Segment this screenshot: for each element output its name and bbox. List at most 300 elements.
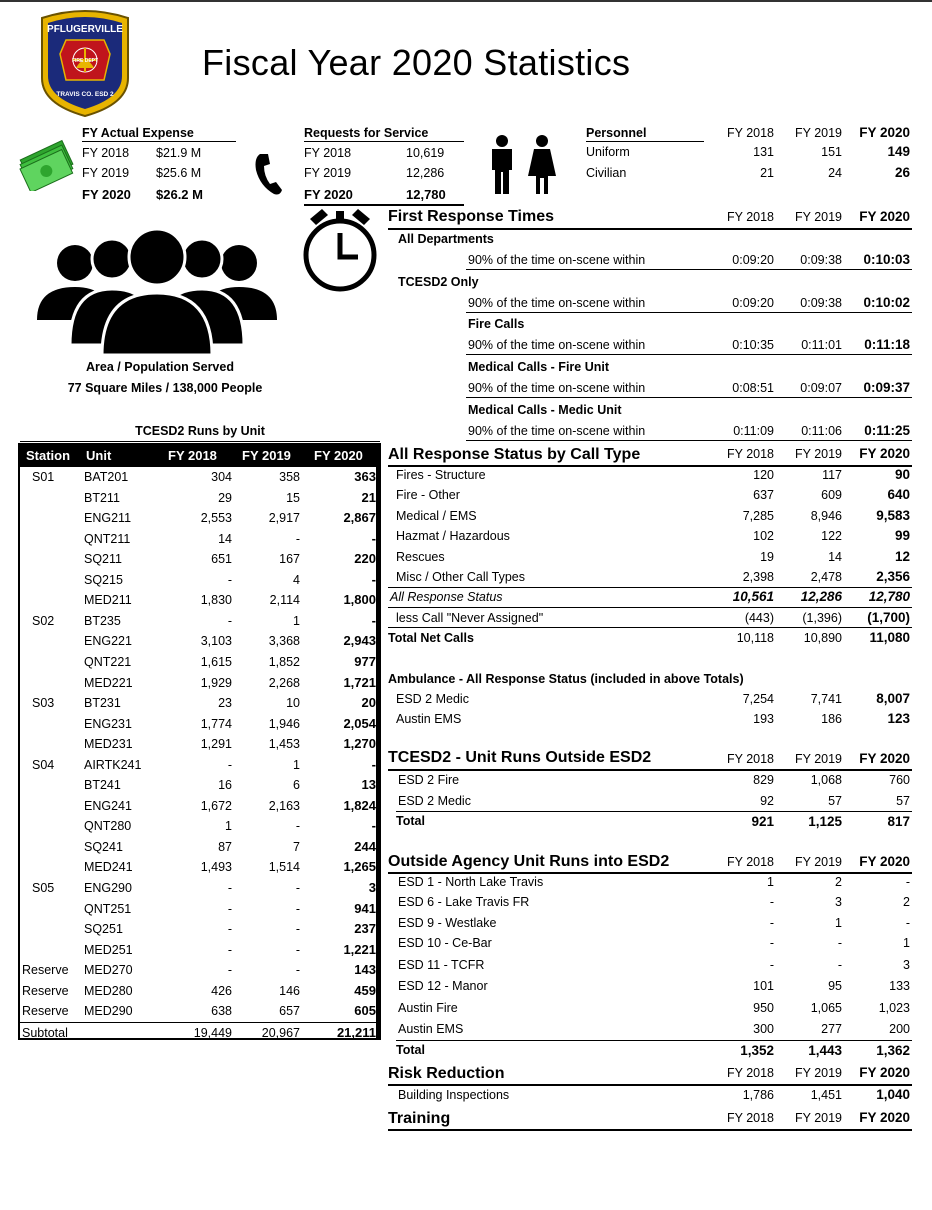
response-fy2019: 2,478 bbox=[810, 570, 842, 584]
runs-col-fy2020: FY 2020 bbox=[314, 448, 363, 463]
agency-fy2018: 1 bbox=[767, 875, 774, 889]
response-fy2018: 19 bbox=[760, 550, 774, 564]
runs-unit: SQ251 bbox=[84, 922, 123, 937]
outside-runs-label: ESD 2 Medic bbox=[398, 794, 471, 808]
runs-station: Reserve bbox=[22, 963, 69, 978]
requests-value: 10,619 bbox=[406, 146, 445, 160]
personnel-year-3: FY 2020 bbox=[859, 125, 910, 140]
runs-fy2020: - bbox=[371, 571, 376, 587]
first-response-group-title: Medical Calls - Fire Unit bbox=[468, 360, 610, 374]
runs-fy2019: - bbox=[295, 901, 300, 916]
runs-fy2018: 16 bbox=[218, 778, 232, 793]
runs-fy2019: 1,946 bbox=[268, 716, 300, 731]
table-row bbox=[20, 673, 378, 694]
table-row bbox=[20, 775, 378, 796]
agency-fy2020: - bbox=[905, 875, 910, 889]
personnel-header: Personnel bbox=[586, 126, 704, 142]
runs-fy2020-divider bbox=[376, 467, 378, 1038]
risk-label: Building Inspections bbox=[398, 1088, 510, 1102]
runs-fy2018: 1,672 bbox=[200, 798, 232, 813]
agency-fy2020: 200 bbox=[889, 1022, 910, 1036]
response-year-3: FY 2020 bbox=[859, 446, 910, 461]
never-assigned-fy2020: (1,700) bbox=[867, 610, 910, 625]
first-response-fy2019: 0:09:38 bbox=[800, 296, 842, 310]
agency-label: ESD 12 - Manor bbox=[398, 979, 488, 993]
expense-value: $26.2 M bbox=[156, 187, 203, 202]
runs-fy2019: 20,967 bbox=[261, 1025, 300, 1040]
net-calls-fy2019: 10,890 bbox=[803, 631, 842, 645]
training-header: Training bbox=[388, 1110, 451, 1127]
all-response-rule bbox=[388, 607, 912, 608]
training-year-3: FY 2020 bbox=[859, 1110, 910, 1125]
agency-label: ESD 11 - TCFR bbox=[398, 958, 485, 972]
requests-header: Requests for Service bbox=[304, 126, 464, 142]
runs-fy2019: - bbox=[295, 819, 300, 834]
table-row bbox=[20, 796, 378, 817]
agency-label: ESD 10 - Ce-Bar bbox=[398, 936, 492, 950]
runs-fy2019: 167 bbox=[279, 552, 300, 567]
runs-fy2018: 2,553 bbox=[200, 511, 232, 526]
runs-unit: MED221 bbox=[84, 675, 133, 690]
table-row bbox=[20, 714, 378, 735]
agency-year-2: FY 2019 bbox=[794, 855, 842, 869]
outside-runs-fy2020: 57 bbox=[896, 794, 910, 808]
agency-fy2020: 1 bbox=[903, 936, 910, 950]
response-fy2018: 102 bbox=[753, 529, 774, 543]
agency-runs-rule bbox=[388, 872, 912, 874]
expense-year: FY 2019 bbox=[82, 166, 130, 180]
never-assigned-label: less Call "Never Assigned" bbox=[396, 611, 544, 625]
first-response-year-2: FY 2019 bbox=[794, 210, 842, 224]
runs-fy2020: 143 bbox=[354, 962, 376, 978]
all-response-fy2020: 12,780 bbox=[868, 589, 910, 604]
runs-fy2019: 2,163 bbox=[268, 798, 300, 813]
runs-fy2020: 2,867 bbox=[343, 510, 376, 526]
training-year-2: FY 2019 bbox=[794, 1111, 842, 1125]
all-response-fy2018: 10,561 bbox=[732, 589, 774, 604]
response-type-label: Misc / Other Call Types bbox=[396, 570, 525, 584]
runs-fy2018: - bbox=[227, 942, 232, 957]
response-status-rule bbox=[388, 465, 912, 467]
outside-total-label: Total bbox=[396, 814, 425, 828]
response-type-label: Rescues bbox=[396, 550, 445, 564]
outside-runs-fy2019: 1,068 bbox=[810, 773, 842, 787]
first-response-fy2020: 0:10:02 bbox=[863, 295, 910, 310]
runs-fy2019: 7 bbox=[293, 839, 300, 854]
response-type-label: Hazmat / Hazardous bbox=[396, 529, 510, 543]
runs-unit: QNT280 bbox=[84, 819, 132, 834]
table-row bbox=[20, 693, 378, 714]
agency-fy2018: - bbox=[769, 936, 774, 950]
runs-unit: SQ215 bbox=[84, 572, 123, 587]
runs-fy2019: 10 bbox=[286, 696, 300, 711]
outside-runs-fy2018: 92 bbox=[760, 794, 774, 808]
runs-fy2018: 29 bbox=[218, 490, 232, 505]
agency-total-rule bbox=[396, 1040, 912, 1041]
runs-fy2020: 244 bbox=[354, 838, 376, 854]
runs-fy2018: - bbox=[227, 572, 232, 587]
personnel-year-2: FY 2019 bbox=[794, 126, 842, 140]
runs-fy2020: 220 bbox=[354, 551, 376, 567]
area-value: 77 Square Miles / 138,000 People bbox=[67, 381, 263, 395]
table-row bbox=[20, 878, 378, 899]
table-row bbox=[20, 529, 378, 550]
runs-fy2019: 2,268 bbox=[268, 675, 300, 690]
risk-year-3: FY 2020 bbox=[859, 1065, 910, 1080]
runs-fy2018: - bbox=[227, 613, 232, 628]
runs-fy2020: 21 bbox=[361, 489, 376, 505]
runs-fy2020: 459 bbox=[354, 982, 376, 998]
runs-unit: SQ211 bbox=[84, 552, 122, 567]
first-response-sub: 90% of the time on-scene within bbox=[468, 338, 646, 352]
never-assigned-fy2018: (443) bbox=[744, 611, 774, 625]
response-year-2: FY 2019 bbox=[794, 447, 842, 461]
first-response-row-rule bbox=[466, 354, 912, 355]
net-calls-fy2020: 11,080 bbox=[869, 630, 910, 645]
response-fy2019: 122 bbox=[821, 529, 842, 543]
first-response-group-title: Fire Calls bbox=[468, 317, 525, 331]
runs-unit: ENG241 bbox=[84, 798, 132, 813]
runs-unit: ENG231 bbox=[84, 716, 132, 731]
first-response-group-title: TCESD2 Only bbox=[398, 275, 479, 289]
first-response-fy2020: 0:10:03 bbox=[863, 252, 910, 267]
agency-fy2019: - bbox=[837, 958, 842, 972]
risk-fy2018: 1,786 bbox=[742, 1088, 774, 1102]
runs-fy2018: 1,615 bbox=[200, 654, 232, 669]
runs-fy2018: 1 bbox=[225, 819, 232, 834]
response-type-label: Fires - Structure bbox=[396, 468, 486, 482]
first-response-fy2018: 0:09:20 bbox=[732, 253, 774, 267]
table-row bbox=[20, 857, 378, 878]
runs-fy2018: - bbox=[227, 963, 232, 978]
outside-total-fy2018: 921 bbox=[751, 814, 774, 829]
risk-header: Risk Reduction bbox=[388, 1065, 505, 1082]
runs-table-header bbox=[20, 445, 378, 467]
runs-title-rule bbox=[20, 441, 380, 442]
runs-fy2020: 2,943 bbox=[343, 633, 376, 649]
runs-unit: ENG221 bbox=[84, 634, 132, 649]
expense-year: FY 2018 bbox=[82, 146, 130, 160]
first-response-header: First Response Times bbox=[388, 208, 554, 225]
response-fy2019: 8,946 bbox=[810, 509, 842, 523]
runs-unit: MED290 bbox=[84, 1004, 133, 1019]
runs-unit: MED241 bbox=[84, 860, 133, 875]
fire-dept-logo bbox=[36, 8, 134, 118]
personnel-fy2018: 131 bbox=[753, 145, 774, 159]
response-fy2018: 637 bbox=[753, 488, 774, 502]
table-row bbox=[20, 570, 378, 591]
runs-fy2020: 3 bbox=[368, 880, 376, 895]
first-response-group-title: All Departments bbox=[398, 232, 494, 246]
ambulance-label: Austin EMS bbox=[396, 712, 462, 726]
runs-table bbox=[18, 443, 380, 1040]
agency-total-fy2019: 1,443 bbox=[808, 1043, 842, 1058]
first-response-fy2020: 0:09:37 bbox=[863, 380, 910, 395]
runs-fy2019: 146 bbox=[279, 983, 300, 998]
logo-top-text: PFLUGERVILLE bbox=[47, 24, 123, 35]
personnel-year-1: FY 2018 bbox=[726, 126, 774, 140]
risk-year-2: FY 2019 bbox=[794, 1066, 842, 1080]
runs-fy2018: 1,830 bbox=[200, 593, 232, 608]
outside-runs-fy2020: 760 bbox=[889, 773, 910, 787]
first-response-year-1: FY 2018 bbox=[726, 210, 774, 224]
agency-fy2020: 1,023 bbox=[878, 1001, 910, 1015]
ambulance-fy2019: 186 bbox=[821, 712, 842, 726]
agency-runs-header: Outside Agency Unit Runs into ESD2 bbox=[388, 853, 670, 870]
expense-value: $21.9 M bbox=[156, 146, 202, 160]
runs-fy2019: 1,852 bbox=[268, 654, 300, 669]
runs-unit: SQ241 bbox=[84, 839, 123, 854]
runs-station: Reserve bbox=[22, 983, 69, 998]
outside-total-fy2019: 1,125 bbox=[808, 814, 842, 829]
runs-fy2019: 2,114 bbox=[269, 593, 300, 608]
response-fy2020: 9,583 bbox=[876, 508, 910, 523]
agency-fy2018: 300 bbox=[753, 1022, 774, 1036]
runs-fy2020: 977 bbox=[354, 653, 376, 669]
risk-rule bbox=[388, 1084, 912, 1086]
first-response-row-rule bbox=[466, 312, 912, 313]
agency-label: ESD 1 - North Lake Travis bbox=[398, 875, 544, 889]
risk-fy2019: 1,451 bbox=[810, 1088, 842, 1102]
runs-fy2019: - bbox=[295, 881, 300, 895]
personnel-label: Uniform bbox=[586, 145, 630, 159]
runs-fy2020: - bbox=[371, 530, 376, 546]
outside-runs-header: TCESD2 - Unit Runs Outside ESD2 bbox=[388, 749, 652, 766]
table-row bbox=[20, 981, 378, 1002]
runs-fy2020: 1,800 bbox=[343, 592, 376, 608]
table-row bbox=[20, 919, 378, 940]
runs-fy2018: - bbox=[227, 901, 232, 916]
runs-station: S03 bbox=[32, 696, 55, 711]
runs-fy2020: 941 bbox=[354, 900, 376, 916]
response-year-1: FY 2018 bbox=[726, 447, 774, 461]
first-response-fy2018: 0:11:09 bbox=[733, 424, 774, 438]
runs-fy2020: 1,721 bbox=[343, 674, 376, 690]
runs-fy2018: 638 bbox=[211, 1004, 232, 1019]
runs-fy2018: 87 bbox=[218, 839, 232, 854]
personnel-fy2020: 149 bbox=[887, 144, 910, 159]
runs-fy2020: 1,221 bbox=[343, 941, 376, 957]
first-response-row-rule bbox=[466, 269, 912, 270]
runs-fy2019: - bbox=[295, 531, 300, 546]
agency-fy2020: - bbox=[905, 916, 910, 930]
outside-year-2: FY 2019 bbox=[794, 752, 842, 766]
ambulance-fy2018: 193 bbox=[753, 712, 774, 726]
risk-fy2020: 1,040 bbox=[876, 1087, 910, 1102]
runs-unit: BT211 bbox=[84, 490, 120, 505]
table-row bbox=[20, 652, 378, 673]
page-title: Fiscal Year 2020 Statistics bbox=[202, 42, 631, 83]
outside-total-rule bbox=[396, 811, 912, 812]
net-calls-label: Total Net Calls bbox=[388, 631, 474, 645]
agency-fy2018: - bbox=[769, 895, 774, 909]
agency-fy2019: 95 bbox=[828, 979, 842, 993]
response-fy2020: 99 bbox=[894, 528, 910, 543]
personnel-fy2019: 151 bbox=[821, 145, 842, 159]
runs-fy2019: 657 bbox=[279, 1004, 300, 1019]
first-response-fy2019: 0:09:07 bbox=[800, 381, 842, 395]
runs-station: Subtotal bbox=[22, 1025, 68, 1040]
agency-fy2019: 277 bbox=[821, 1022, 842, 1036]
runs-unit: BT231 bbox=[84, 696, 121, 711]
ambulance-label: ESD 2 Medic bbox=[396, 692, 469, 706]
runs-fy2018: - bbox=[227, 881, 232, 895]
agency-total-fy2018: 1,352 bbox=[740, 1043, 774, 1058]
all-response-label: All Response Status bbox=[390, 590, 503, 604]
runs-fy2020: 605 bbox=[354, 1003, 376, 1019]
agency-label: Austin Fire bbox=[398, 1001, 458, 1015]
training-rule bbox=[388, 1129, 912, 1131]
all-response-fy2019: 12,286 bbox=[800, 589, 842, 604]
risk-year-1: FY 2018 bbox=[726, 1066, 774, 1080]
agency-fy2018: - bbox=[769, 916, 774, 930]
training-year-1: FY 2018 bbox=[726, 1111, 774, 1125]
net-calls-fy2018: 10,118 bbox=[736, 631, 774, 645]
runs-fy2020: - bbox=[371, 612, 376, 628]
runs-fy2019: 2,917 bbox=[268, 511, 300, 526]
ambulance-fy2018: 7,254 bbox=[742, 692, 774, 706]
first-response-row-rule bbox=[466, 440, 912, 441]
agency-label: Austin EMS bbox=[398, 1022, 464, 1036]
table-row bbox=[20, 734, 378, 755]
runs-fy2020: 2,054 bbox=[343, 715, 376, 731]
ambulance-fy2020: 8,007 bbox=[876, 691, 910, 706]
runs-station: S01 bbox=[32, 470, 55, 484]
agency-total-label: Total bbox=[396, 1043, 425, 1057]
runs-fy2019: 3,368 bbox=[268, 634, 300, 649]
expense-value: $25.6 M bbox=[156, 166, 202, 180]
outside-year-3: FY 2020 bbox=[859, 751, 910, 766]
money-icon bbox=[18, 135, 76, 191]
runs-col-fy2019: FY 2019 bbox=[242, 448, 291, 463]
table-row bbox=[20, 467, 378, 488]
agency-fy2020: 133 bbox=[889, 979, 910, 993]
agency-label: ESD 6 - Lake Travis FR bbox=[398, 895, 530, 909]
runs-col-fy2018: FY 2018 bbox=[168, 448, 217, 463]
runs-right-rule bbox=[379, 443, 381, 1040]
runs-fy2018: 1,291 bbox=[200, 737, 232, 752]
phone-icon bbox=[252, 150, 286, 198]
runs-station: S05 bbox=[32, 881, 55, 895]
agency-fy2018: 950 bbox=[753, 1001, 774, 1015]
requests-year: FY 2019 bbox=[304, 166, 352, 180]
personnel-fy2020: 26 bbox=[894, 165, 910, 180]
response-subtotal-rule bbox=[388, 587, 912, 588]
table-row bbox=[20, 508, 378, 529]
agency-fy2020: 2 bbox=[903, 895, 910, 909]
table-row bbox=[20, 549, 378, 570]
first-response-rule bbox=[388, 228, 912, 230]
response-fy2020: 640 bbox=[887, 487, 910, 502]
runs-unit: ENG290 bbox=[84, 881, 132, 895]
first-response-fy2018: 0:10:35 bbox=[732, 338, 774, 352]
requests-year: FY 2020 bbox=[304, 187, 353, 202]
runs-fy2018: 1,493 bbox=[200, 860, 232, 875]
response-type-label: Fire - Other bbox=[396, 488, 460, 502]
never-assigned-rule bbox=[388, 627, 912, 628]
agency-fy2018: 101 bbox=[753, 979, 774, 993]
runs-fy2019: - bbox=[295, 922, 300, 937]
runs-unit: BAT201 bbox=[84, 470, 129, 484]
runs-fy2020: 363 bbox=[354, 469, 376, 484]
requests-value: 12,780 bbox=[406, 187, 446, 202]
response-status-header: All Response Status by Call Type bbox=[388, 446, 641, 463]
table-row bbox=[20, 899, 378, 920]
runs-unit: QNT211 bbox=[84, 531, 131, 546]
runs-fy2020: 1,265 bbox=[343, 859, 376, 875]
outside-runs-fy2019: 57 bbox=[828, 794, 842, 808]
outside-total-fy2020: 817 bbox=[887, 814, 910, 829]
outside-runs-rule bbox=[388, 769, 912, 771]
agency-total-fy2020: 1,362 bbox=[876, 1043, 910, 1058]
runs-unit: BT235 bbox=[84, 613, 121, 628]
agency-fy2019: 1 bbox=[835, 916, 842, 930]
response-fy2019: 14 bbox=[828, 550, 842, 564]
runs-fy2018: 1,774 bbox=[200, 716, 232, 731]
table-row bbox=[20, 1001, 378, 1022]
table-row bbox=[20, 816, 378, 837]
runs-fy2020: 21,211 bbox=[336, 1024, 376, 1040]
runs-station: Reserve bbox=[22, 1004, 69, 1019]
agency-fy2019: 3 bbox=[835, 895, 842, 909]
runs-unit: MED251 bbox=[84, 942, 133, 957]
runs-unit: MED231 bbox=[84, 737, 133, 752]
response-fy2020: 2,356 bbox=[876, 569, 910, 584]
requests-value: 12,286 bbox=[406, 166, 445, 180]
runs-fy2019: 1 bbox=[293, 613, 300, 628]
runs-fy2020: 13 bbox=[361, 777, 376, 793]
first-response-fy2018: 0:08:51 bbox=[732, 381, 774, 395]
runs-fy2019: 4 bbox=[293, 572, 300, 587]
agency-fy2020: 3 bbox=[903, 958, 910, 972]
runs-title: TCESD2 Runs by Unit bbox=[135, 424, 265, 438]
runs-fy2020: 20 bbox=[361, 695, 376, 711]
response-fy2018: 2,398 bbox=[742, 570, 774, 584]
runs-unit: QNT221 bbox=[84, 654, 132, 669]
runs-unit: AIRTK241 bbox=[84, 757, 142, 772]
requests-year: FY 2018 bbox=[304, 146, 352, 160]
runs-fy2019: 6 bbox=[293, 778, 300, 793]
runs-fy2019: 1,514 bbox=[268, 860, 300, 875]
runs-station: S04 bbox=[32, 757, 55, 772]
population-icon bbox=[32, 215, 282, 357]
never-assigned-fy2019: (1,396) bbox=[802, 611, 842, 625]
runs-fy2018: - bbox=[227, 922, 232, 937]
runs-fy2018: 304 bbox=[211, 470, 232, 484]
runs-fy2018: 1,929 bbox=[200, 675, 232, 690]
runs-unit: ENG211 bbox=[84, 511, 132, 526]
first-response-row-rule bbox=[466, 397, 912, 398]
first-response-fy2018: 0:09:20 bbox=[732, 296, 774, 310]
table-row bbox=[20, 755, 378, 776]
response-fy2020: 12 bbox=[894, 549, 910, 564]
table-row bbox=[20, 960, 378, 981]
runs-subtotal-row bbox=[20, 1022, 378, 1043]
agency-year-3: FY 2020 bbox=[859, 854, 910, 869]
runs-col-unit: Unit bbox=[86, 448, 112, 463]
response-fy2018: 120 bbox=[753, 468, 774, 482]
first-response-group-title: Medical Calls - Medic Unit bbox=[468, 403, 622, 417]
runs-fy2018: 651 bbox=[211, 552, 232, 567]
runs-station: S02 bbox=[32, 613, 55, 628]
runs-fy2020: - bbox=[371, 756, 376, 772]
agency-year-1: FY 2018 bbox=[726, 855, 774, 869]
personnel-icon bbox=[484, 134, 564, 196]
logo-center-text: FIRE DEPT bbox=[71, 58, 99, 64]
table-row bbox=[20, 590, 378, 611]
personnel-fy2019: 24 bbox=[828, 166, 842, 180]
first-response-year-3: FY 2020 bbox=[859, 209, 910, 224]
